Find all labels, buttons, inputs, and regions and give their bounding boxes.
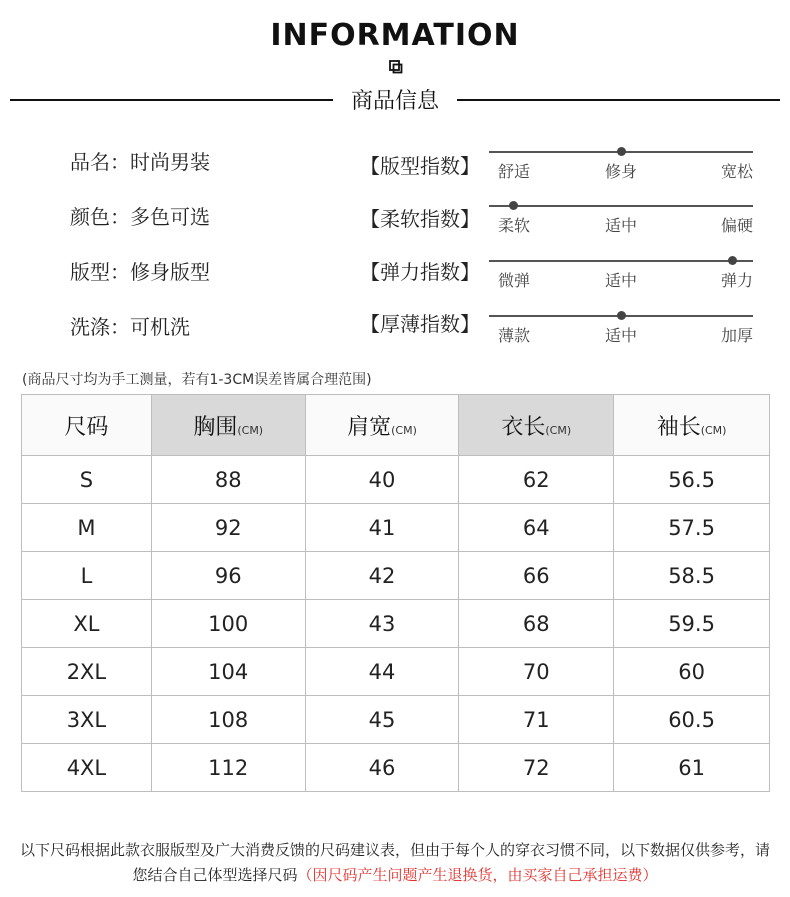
cell-sleeve: 56.5	[614, 456, 770, 504]
index-label-thickness: 【厚薄指数】	[360, 312, 480, 336]
cell-length: 72	[459, 744, 614, 792]
info-row-wash	[70, 311, 190, 340]
page-title: INFORMATION	[270, 18, 520, 53]
scale-option: 偏硬	[720, 216, 753, 235]
cell-size: 4XL	[22, 744, 152, 792]
cell-shoulder: 40	[305, 456, 459, 504]
scale-marker	[509, 201, 518, 210]
cell-length: 70	[459, 648, 614, 696]
scale-option: 弹力	[720, 271, 753, 290]
cell-chest: 112	[151, 744, 305, 792]
footer-text: 以下尺码根据此款衣服版型及广大消费反馈的尺码建议表，但由于每个人的穿衣习惯不同，以下数据仅供参考，请您结合自己体型选择尺码	[20, 841, 771, 884]
cell-length: 68	[459, 600, 614, 648]
cell-size: 3XL	[22, 696, 152, 744]
index-scale-elasticity	[489, 256, 753, 292]
cell-length: 66	[459, 552, 614, 600]
scale-option: 修身	[604, 162, 638, 181]
info-value: 可机洗	[130, 315, 190, 339]
cell-size: M	[22, 504, 152, 552]
info-value: 多色可选	[130, 205, 210, 229]
cell-sleeve: 58.5	[614, 552, 770, 600]
index-scale-fit	[489, 147, 753, 183]
table-row	[22, 552, 770, 600]
cell-size: L	[22, 552, 152, 600]
cell-sleeve: 60.5	[614, 696, 770, 744]
scale-option: 微弹	[498, 271, 531, 290]
unit-label: (CM)	[700, 423, 727, 437]
scale-option: 适中	[604, 271, 638, 290]
cell-size: 2XL	[22, 648, 152, 696]
scale-marker	[617, 147, 626, 156]
cell-chest: 92	[151, 504, 305, 552]
cell-chest: 104	[151, 648, 305, 696]
info-row-name	[70, 146, 210, 175]
cell-chest: 100	[151, 600, 305, 648]
scale-option: 柔软	[498, 216, 531, 235]
info-label: 版型：	[70, 260, 130, 284]
info-value: 修身版型	[130, 260, 210, 284]
info-value: 时尚男装	[130, 150, 210, 174]
table-row	[22, 456, 770, 504]
scale-line	[489, 260, 753, 262]
cell-chest: 108	[151, 696, 305, 744]
unit-label: (CM)	[391, 423, 417, 437]
index-scale-softness	[489, 201, 753, 237]
table-row	[22, 600, 770, 648]
info-label: 品名：	[70, 150, 130, 174]
cell-sleeve: 60	[614, 648, 770, 696]
divider-left	[10, 99, 333, 101]
cell-chest: 96	[151, 552, 305, 600]
divider-right	[457, 99, 780, 101]
section-subtitle: 商品信息	[350, 89, 439, 114]
cell-sleeve: 61	[614, 744, 770, 792]
cell-chest: 88	[151, 456, 305, 504]
header-size: 尺码	[22, 395, 152, 456]
index-label-elasticity: 【弹力指数】	[360, 260, 480, 284]
unit-label: (CM)	[237, 423, 264, 437]
double-square-icon	[389, 60, 403, 74]
scale-option: 薄款	[498, 326, 531, 345]
index-label-softness: 【柔软指数】	[360, 207, 480, 231]
cell-shoulder: 42	[305, 552, 459, 600]
header-length: 衣长(CM)	[459, 395, 614, 456]
cell-size: S	[22, 456, 152, 504]
scale-marker	[617, 311, 626, 320]
cell-shoulder: 41	[305, 504, 459, 552]
scale-marker	[728, 256, 737, 265]
header-sleeve: 袖长(CM)	[614, 395, 770, 456]
cell-length: 64	[459, 504, 614, 552]
header-chest: 胸围(CM)	[151, 395, 305, 456]
info-row-color	[70, 201, 210, 230]
index-scale-thickness	[489, 311, 753, 347]
scale-option: 适中	[604, 326, 638, 345]
cell-sleeve: 59.5	[614, 600, 770, 648]
cell-shoulder: 46	[305, 744, 459, 792]
table-row	[22, 648, 770, 696]
index-label-fit: 【版型指数】	[360, 154, 480, 178]
scale-line	[489, 205, 753, 207]
header-shoulder: 肩宽(CM)	[305, 395, 459, 456]
cell-sleeve: 57.5	[614, 504, 770, 552]
cell-length: 62	[459, 456, 614, 504]
measurement-note: (商品尺寸均为手工测量，若有1-3CM误差皆属合理范围)	[22, 372, 372, 388]
cell-length: 71	[459, 696, 614, 744]
table-header-row	[22, 395, 770, 456]
table-row	[22, 696, 770, 744]
scale-option: 加厚	[720, 326, 753, 345]
footer-disclaimer	[20, 838, 770, 888]
cell-size: XL	[22, 600, 152, 648]
unit-label: (CM)	[545, 423, 572, 437]
info-label: 颜色：	[70, 205, 130, 229]
cell-shoulder: 43	[305, 600, 459, 648]
table-row	[22, 504, 770, 552]
cell-shoulder: 45	[305, 696, 459, 744]
table-row	[22, 744, 770, 792]
size-chart-table	[21, 394, 770, 792]
cell-shoulder: 44	[305, 648, 459, 696]
scale-option: 舒适	[498, 162, 531, 181]
footer-warning: （因尺码产生问题产生退换货，由买家自己承担运费）	[297, 866, 658, 884]
scale-option: 宽松	[720, 162, 753, 181]
info-label: 洗涤：	[70, 315, 130, 339]
info-row-fit	[70, 256, 210, 285]
scale-option: 适中	[604, 216, 638, 235]
